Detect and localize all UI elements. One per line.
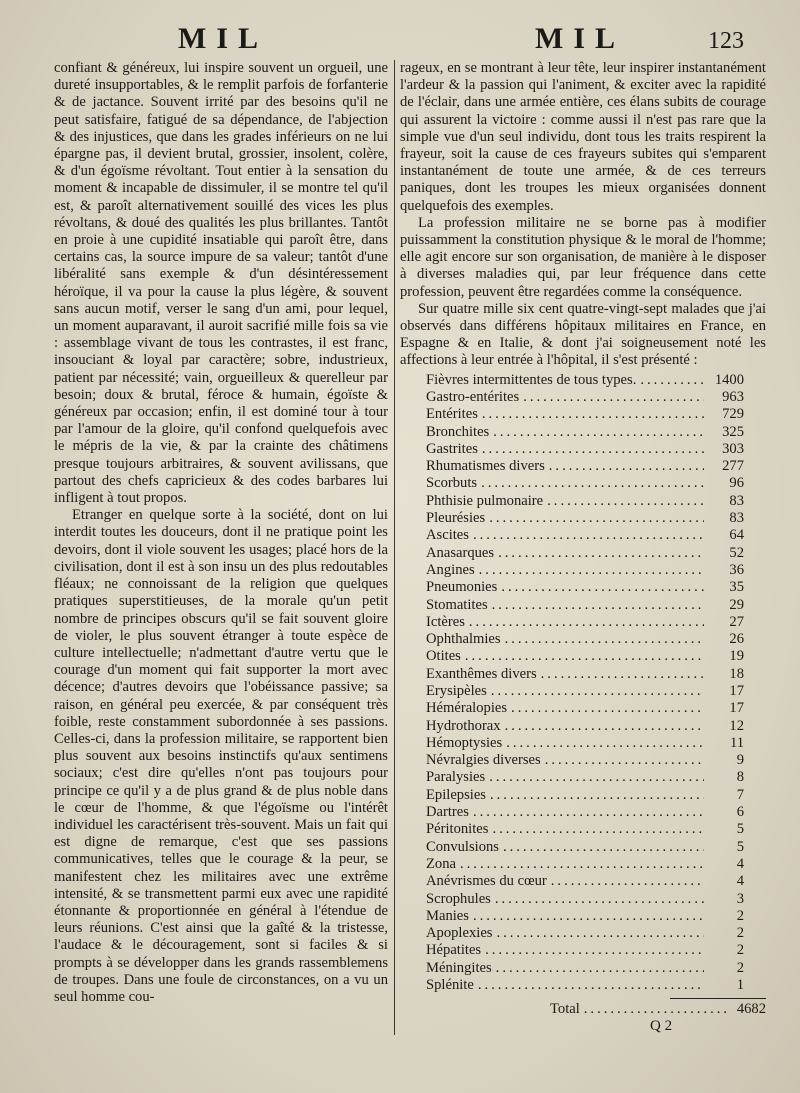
case-count: 26 [729, 631, 744, 648]
total-row [550, 1001, 766, 1018]
disease-label: Angines [426, 561, 475, 578]
disease-label: Scrophules [426, 890, 491, 907]
table-row [426, 821, 744, 838]
table-row [426, 735, 744, 752]
disease-table [426, 372, 744, 995]
right-column [400, 60, 766, 1036]
table-row [426, 873, 744, 890]
table-row [426, 908, 744, 925]
disease-label: Epilepsies [426, 786, 486, 803]
leader-dots [496, 925, 704, 942]
leader-dots [640, 372, 704, 389]
disease-label: Anasarques [426, 544, 495, 561]
leader-dots [473, 908, 704, 925]
case-count: 963 [722, 388, 744, 405]
case-count: 17 [729, 700, 744, 717]
case-count: 12 [729, 717, 744, 734]
leader-dots [505, 631, 704, 648]
table-row [426, 389, 744, 406]
case-count: 11 [729, 734, 744, 751]
table-row [426, 683, 744, 700]
table-row [426, 475, 744, 492]
case-count: 18 [729, 665, 744, 682]
leader-dots [490, 787, 704, 804]
case-count: 6 [736, 804, 744, 821]
leader-dots [465, 648, 704, 665]
paragraph: Sur quatre mille six cent quatre-vingt-sept malades que j'ai observés dans différens hôpitaux militaires en France, en Espagne & en Italie, & dont j'ai soigneusement noté les affections à leur entrée à l'hôpital, il s'est présenté : [400, 300, 766, 369]
disease-label: Méningites [426, 959, 492, 976]
paragraph: Etranger en quelque sorte à la société, dont on lui interdit toutes les douceurs, dont il ne pratique point les devoirs, dont il viole souvent les usages; placé hors de la civilisation, dont il est à son insu un des plus redoutables fléaux; ne connoissant de la religion que quelques pratiques superstitieuses, de la morale qu'un petit nombre de principes obscurs qu'il se fait souvent gloire de violer, le plus souvent étranger à toute espèce de culture intellectuelle; n'admettant d'autre vertu que le courage d'un moment qui fait supporter la mort avec décence; d'autres devoirs que l'obéissance passive; sa raison, en général peu exercée, & par conséquent très foible, reste constamment subordonnée à ses passions. Celles-ci, dans la profession militaire, se rapportent bien plus souvent aux besoins instinctifs qu'aux sentimens sociaux; c'est dire qu'elles n'ont pas toujours pour principe ce qu'il y a de plus grand & de plus noble dans le cœur de l'homme, & que l'égoïsme ou l'intérêt individuel les caractérisent très-souvent. Mais un fait qui est digne de remarque, c'est que ses passions communicatives, telles que le courage & la peur, se manifestent chez les militaires avec une extrême intensité, & se transmettent parmi eux avec une rapidité étonnante & proportionnée en général à l'étendue de leurs réunions. C'est ainsi que la gaîté & la tristesse, l'audace & le découragement, sont si faciles & si prompts à se développer dans les grands rassemblemens de troupes. Dans une foule de circonstances, on a vu un seul homme cou- [54, 507, 388, 1005]
leader-dots [498, 545, 704, 562]
leader-dots [489, 769, 704, 786]
table-row [426, 977, 744, 994]
case-count: 36 [729, 561, 744, 578]
disease-label: Ascites [426, 527, 469, 544]
disease-label: Bronchites [426, 423, 490, 440]
disease-label: Pneumonies [426, 579, 498, 596]
table-row [426, 493, 744, 510]
table-row [426, 769, 744, 786]
case-count: 4 [736, 873, 744, 890]
page-number: 123 [708, 28, 744, 54]
table-row [426, 406, 744, 423]
table-row [426, 942, 744, 959]
header-title-left: MIL [178, 22, 268, 55]
total-value: 4682 [736, 1001, 766, 1018]
disease-label: Erysipèles [426, 683, 487, 699]
leader-dots [501, 579, 704, 596]
leader-dots [545, 752, 704, 769]
table-row [426, 424, 744, 441]
table-row [426, 597, 744, 614]
table-row [426, 787, 744, 804]
disease-label: Anévrismes du cœur [426, 873, 547, 890]
disease-label: Pleurésies [426, 510, 486, 527]
leader-dots [479, 562, 704, 579]
leader-dots [482, 441, 704, 458]
leader-dots [495, 891, 704, 908]
table-row [426, 648, 744, 665]
table-row [426, 839, 744, 856]
leader-dots [506, 735, 704, 752]
leader-dots [469, 614, 704, 631]
case-count: 27 [729, 613, 744, 630]
table-row [426, 666, 744, 683]
table-row [426, 614, 744, 631]
case-count: 303 [722, 440, 744, 457]
case-count: 2 [736, 907, 744, 924]
total-rule [670, 998, 766, 999]
leader-dots [492, 597, 704, 614]
running-header [0, 22, 800, 62]
leader-dots [489, 510, 704, 527]
disease-label: Ophthalmies [426, 631, 501, 648]
table-row [426, 545, 744, 562]
case-count: 729 [722, 406, 744, 423]
disease-label: Paralysies [426, 769, 486, 786]
case-count: 325 [722, 423, 744, 440]
case-count: 8 [736, 769, 744, 786]
case-count: 2 [736, 925, 744, 942]
leader-dots [473, 527, 704, 544]
case-count: 7 [736, 786, 744, 803]
paragraph: confiant & généreux, lui inspire souvent un orgueil, une dureté insupportables, & le remplit parfois de forfanterie & de jactance. Souvent irrité par des besoins qu'il ne peut satisfaire, fatigué de sa dépendance, de l'abjection & des injustices, que dans les grades inférieurs on ne lui épargne pas, il devient brutal, grossier, insolent, colère, & d'un égoïsme révoltant. Tout entier à la sensation du moment & incapable de dissimuler, il se montre tel qu'il est, & paroît alternativement souillé des vices les plus révoltans, & doué des qualités les plus brillantes. Tantôt en proie à une cupidité insatiable qui paroît être, dans certains cas, la source impure de sa valeur; tantôt d'une libéralité sans exemple & d'un désintéressement héroïque, il va pour la cause la plus légère, & souvent sans aucun motif, verser le sang d'un ami, pour lequel, un moment auparavant, il auroit sacrifié mille fois sa vie : assemblage vivant de tous les contrastes, il est franc, insouciant & loyal par caractère; sobre, industrieux, patient par nécessité; vain, orgueilleux & querelleur par besoin; doux & brutal, féroce & humain, égoïste & généreux par occasion; enfin, il est dominé tour à tour par l'amour de la gloire, qu'il confond quelquefois avec le mépris de la vie, & par la crainte des châtimens presque toujours arbitraires, & souvent avilissans, que partout des chefs capricieux & des codes barbares lui infligent à tout propos. [54, 60, 388, 507]
table-row [426, 631, 744, 648]
case-count: 3 [736, 890, 744, 907]
table-row [426, 510, 744, 527]
leader-dots [503, 839, 704, 856]
table-row [426, 804, 744, 821]
case-count: 29 [729, 596, 744, 613]
leader-dots [485, 942, 704, 959]
leader-dots [482, 406, 704, 423]
disease-label: Entérites [426, 406, 478, 423]
disease-label: Manies [426, 907, 469, 924]
case-count: 83 [729, 492, 744, 509]
leader-dots [481, 475, 704, 492]
table-row [426, 752, 744, 769]
leader-dots [491, 683, 704, 700]
disease-label: Otites [426, 648, 461, 665]
leader-dots [460, 856, 704, 873]
header-title-right: MIL [535, 22, 625, 55]
case-count: 277 [722, 458, 744, 475]
disease-label: Hydrothorax [426, 717, 501, 734]
disease-label: Hémoptysies [426, 734, 503, 751]
case-count: 96 [729, 475, 744, 492]
table-row [426, 856, 744, 873]
leader-dots [478, 977, 704, 994]
disease-label: Rhumatismes divers [426, 458, 545, 475]
disease-label: Convulsions [426, 838, 499, 855]
case-count: 17 [729, 683, 744, 699]
leader-dots [549, 458, 704, 475]
left-column [54, 60, 388, 1006]
case-count: 5 [736, 838, 744, 855]
table-row [426, 372, 744, 389]
leader-dots [505, 718, 704, 735]
table-row [426, 718, 744, 735]
case-count: 64 [729, 527, 744, 544]
table-row [426, 700, 744, 717]
disease-label: Péritonites [426, 821, 489, 838]
leader-dots [584, 1001, 726, 1018]
case-count: 4 [736, 855, 744, 872]
disease-label: Hépatites [426, 942, 482, 959]
leader-dots [547, 493, 704, 510]
paragraph: rageux, en se montrant à leur tête, leur inspirer instantanément l'ardeur & la passion qui l'animent, & exciter avec la rapidité de l'éclair, dans une armée entière, ces élans subits de courage qui assurent la victoire : comme aussi il n'est pas rare que la simple vue d'un seul individu, dont tous les traits respirent la frayeur, soit la cause de ces frayeurs subites qui s'emparent instantanément de toute une armée, & de ces terreurs paniques, dont les troupes les mieux organisées donnent quelquefois des exemples. [400, 60, 766, 214]
disease-label: Zona [426, 855, 456, 872]
leader-dots [523, 389, 704, 406]
case-count: 19 [729, 648, 744, 665]
case-count: 35 [729, 579, 744, 596]
disease-label: Névralgies diverses [426, 752, 541, 769]
table-row [426, 458, 744, 475]
leader-dots [551, 873, 704, 890]
case-count: 2 [736, 942, 744, 959]
leader-dots [511, 700, 704, 717]
table-row [426, 527, 744, 544]
disease-label: Scorbuts [426, 475, 478, 492]
disease-label: Splénite [426, 977, 474, 994]
disease-label: Dartres [426, 804, 469, 821]
case-count: 5 [736, 821, 744, 838]
leader-dots [492, 821, 704, 838]
table-row [426, 925, 744, 942]
disease-label: Héméralopies [426, 700, 508, 717]
case-count: 1 [736, 977, 744, 994]
disease-label: Apoplexies [426, 925, 493, 942]
total-label: Total [550, 1001, 580, 1018]
leader-dots [541, 666, 704, 683]
disease-label: Gastro-entérites [426, 388, 520, 405]
table-row [426, 441, 744, 458]
case-count: 1400 [714, 371, 744, 388]
table-row [426, 891, 744, 908]
disease-label: Fièvres intermittentes de tous types. [426, 371, 637, 388]
disease-label: Stomatites [426, 596, 488, 613]
signature-mark: Q 2 [650, 1018, 673, 1035]
disease-label: Exanthêmes divers [426, 665, 537, 682]
column-divider [394, 60, 395, 1035]
case-count: 83 [729, 510, 744, 527]
leader-dots [473, 804, 704, 821]
disease-label: Ictères [426, 613, 465, 630]
table-row [426, 960, 744, 977]
case-count: 52 [729, 544, 744, 561]
disease-label: Phthisie pulmonaire [426, 492, 544, 509]
leader-dots [496, 960, 704, 977]
disease-label: Gastrites [426, 440, 478, 457]
table-row [426, 579, 744, 596]
table-row [426, 562, 744, 579]
leader-dots [493, 424, 704, 441]
case-count: 2 [736, 959, 744, 976]
case-count: 9 [736, 752, 744, 769]
paragraph: La profession militaire ne se borne pas à modifier puissamment la constitution physique & le moral de l'homme; elle agit encore sur son organisation, de manière à le disposer à diverses maladies qui, par leur fréquence dans cette profession, peuvent être regardées comme la conséquence. [400, 214, 766, 300]
